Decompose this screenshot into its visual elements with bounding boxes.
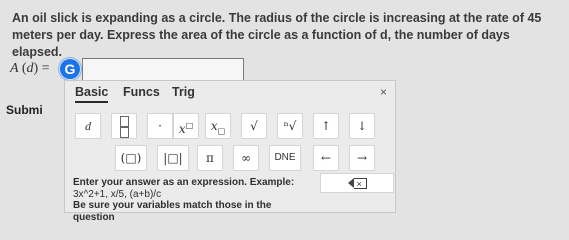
key-parentheses[interactable]: (□)	[115, 145, 147, 171]
close-icon[interactable]: ×	[379, 85, 387, 99]
tab-basic[interactable]: Basic	[75, 85, 108, 103]
key-down-arrow[interactable]: ↓	[349, 113, 375, 139]
key-variable-d[interactable]: d	[75, 113, 101, 139]
equals-sign: =	[41, 61, 50, 76]
help-title: Enter your answer as an expression. Example:	[73, 177, 295, 188]
key-infinity[interactable]: ∞	[233, 145, 259, 171]
grammarly-g-icon[interactable]: G	[60, 59, 80, 79]
help-note: Be sure your variables match those in the question	[73, 200, 272, 223]
tab-funcs[interactable]: Funcs	[123, 85, 160, 99]
key-fraction[interactable]	[111, 113, 137, 139]
key-pi[interactable]: π	[197, 145, 223, 171]
key-up-arrow[interactable]: ↑	[313, 113, 339, 139]
help-text	[73, 177, 313, 223]
question-text: An oil slick is expanding as a circle. The radius of the circle is increasing at the rate of 45 meters per day. Express the area of the circle as a function of d, the number of days elapsed.	[12, 11, 542, 59]
key-multiply-dot[interactable]: ·	[147, 113, 173, 139]
key-subscript[interactable]: $x_□$	[205, 113, 231, 139]
key-dne[interactable]: DNE	[269, 145, 301, 171]
backspace-button[interactable]	[320, 173, 394, 193]
key-absolute-value[interactable]: |□|	[157, 145, 189, 171]
help-example: 3x^2+1, x/5, (a+b)/c	[73, 188, 162, 200]
key-nth-root[interactable]: ⁿ√	[277, 113, 303, 139]
math-palette	[64, 80, 396, 223]
backspace-icon	[354, 178, 367, 189]
answer-function-name: A	[10, 61, 19, 76]
key-superscript[interactable]: x□	[173, 113, 199, 139]
tab-trig[interactable]: Trig	[172, 85, 195, 99]
submit-button[interactable]: Submi	[6, 103, 43, 117]
key-sqrt[interactable]: √	[241, 113, 267, 139]
answer-label: A (d) =	[10, 61, 50, 76]
key-left-arrow[interactable]: ←	[313, 145, 339, 171]
answer-function-arg: d	[26, 61, 34, 76]
answer-input[interactable]	[82, 58, 244, 81]
key-right-arrow[interactable]: →	[349, 145, 375, 171]
